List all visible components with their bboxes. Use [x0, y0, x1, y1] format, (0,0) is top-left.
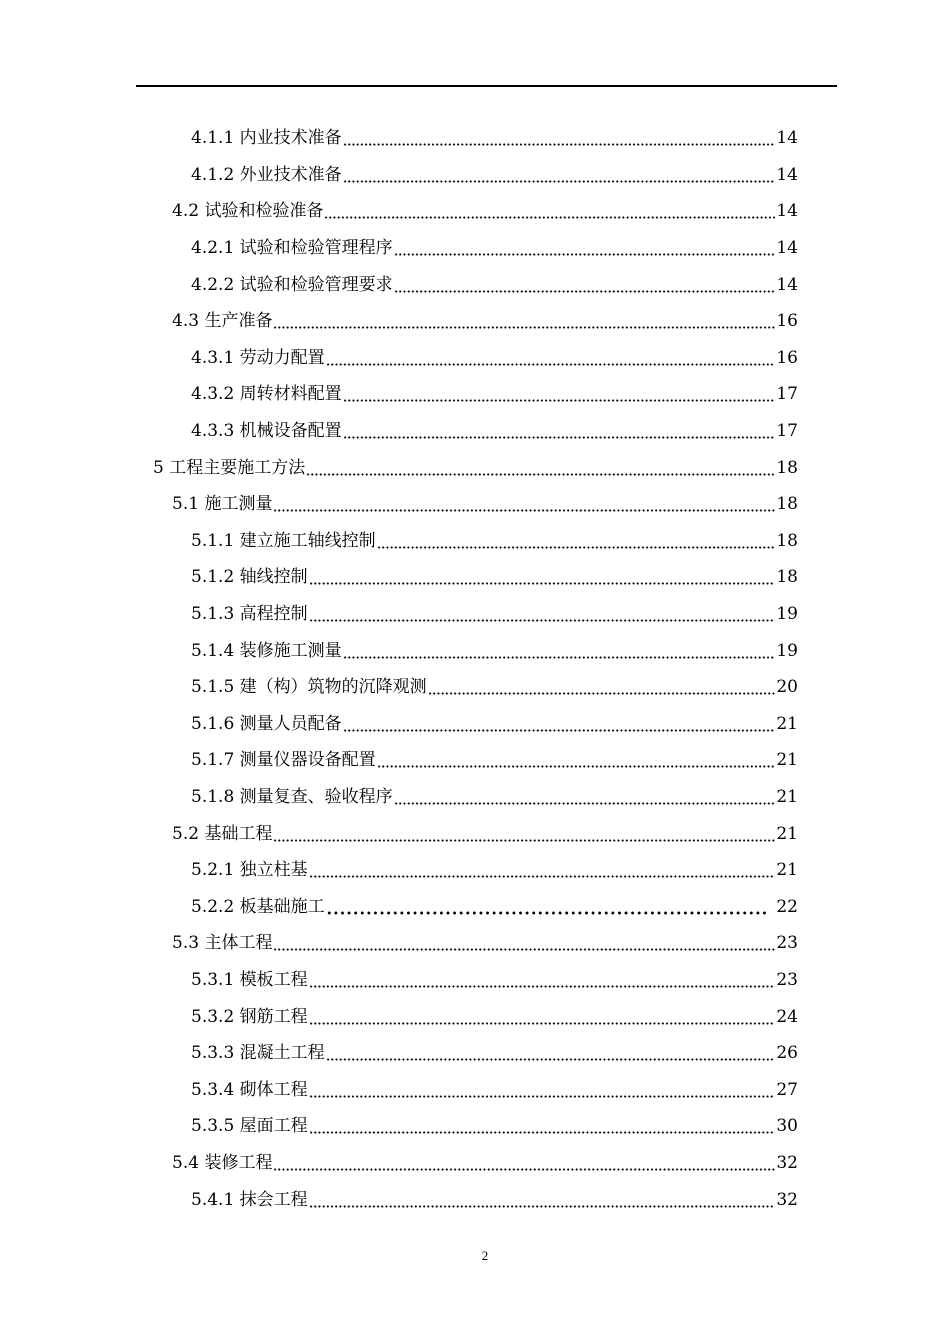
- toc-dot-leader: [273, 311, 775, 331]
- toc-entry-label: 5.1 施工测量: [172, 494, 273, 515]
- toc-entry-page-number: 19: [776, 640, 798, 661]
- toc-entry[interactable]: [0, 962, 950, 999]
- toc-entry-label: 5.4 装修工程: [172, 1152, 273, 1173]
- toc-entry[interactable]: [0, 230, 950, 267]
- toc-dot-leader: [343, 384, 775, 404]
- toc-entry[interactable]: [0, 193, 950, 230]
- toc-dot-leader: [343, 714, 775, 734]
- toc-entry-page-number: 14: [776, 201, 798, 222]
- toc-entry-page-number: 21: [776, 860, 798, 881]
- toc-entry-label: 4.3 生产准备: [172, 311, 273, 332]
- toc-entry-label: 5.1.1 建立施工轴线控制: [191, 530, 376, 551]
- toc-entry-page-number: 14: [776, 128, 798, 149]
- toc-dot-leader: [377, 750, 775, 770]
- toc-entry-label: 5.1.6 测量人员配备: [191, 713, 342, 734]
- toc-dot-leader: [394, 787, 775, 807]
- toc-dot-leader: [324, 201, 775, 221]
- toc-entry-page-number: 21: [776, 750, 798, 771]
- toc-entry-label: 5.3.2 钢筋工程: [191, 1006, 308, 1027]
- toc-entry-page-number: 18: [776, 494, 798, 515]
- toc-entry-page-number: 21: [776, 823, 798, 844]
- toc-entry-label: 5.1.8 测量复查、验收程序: [191, 786, 393, 807]
- toc-entry[interactable]: [0, 779, 950, 816]
- toc-entry-page-number: 17: [776, 421, 798, 442]
- toc-entry[interactable]: [0, 632, 950, 669]
- header-rule: [136, 85, 837, 87]
- toc-entry-label: 4.2.1 试验和检验管理程序: [191, 238, 393, 259]
- toc-entry-page-number: 18: [776, 567, 798, 588]
- toc-dot-leader: [343, 128, 775, 148]
- toc-dot-leader: [309, 970, 775, 990]
- toc-dot-leader: [309, 1116, 775, 1136]
- toc-dot-leader: [309, 1080, 775, 1100]
- toc-dot-leader: [309, 860, 775, 880]
- toc-entry-page-number: 19: [776, 604, 798, 625]
- toc-dot-leader: [273, 933, 775, 953]
- toc-entry-page-number: 16: [776, 311, 798, 332]
- toc-entry-label: 4.3.1 劳动力配置: [191, 347, 325, 368]
- toc-entry-label: 5.4.1 抹会工程: [191, 1189, 308, 1210]
- toc-entry-page-number: 26: [776, 1043, 798, 1064]
- toc-entry-label: 4.1.2 外业技术准备: [191, 164, 342, 185]
- toc-entry[interactable]: [0, 340, 950, 377]
- toc-dot-leader: [326, 348, 775, 368]
- toc-entry-label: 5.3.4 砌体工程: [191, 1079, 308, 1100]
- toc-entry-page-number: 21: [776, 786, 798, 807]
- toc-entry[interactable]: [0, 888, 950, 925]
- toc-entry-page-number: 27: [776, 1079, 798, 1100]
- toc-entry[interactable]: [0, 669, 950, 706]
- toc-entry[interactable]: [0, 523, 950, 560]
- toc-entry[interactable]: [0, 1035, 950, 1072]
- toc-entry-label: 5.1.5 建（构）筑物的沉降观测: [191, 677, 427, 698]
- toc-entry-label: 5.3 主体工程: [172, 933, 273, 954]
- toc-entry-page-number: 30: [776, 1116, 798, 1137]
- toc-entry[interactable]: [0, 120, 950, 157]
- toc-dot-leader: [343, 641, 775, 661]
- toc-dot-leader: [309, 1007, 775, 1027]
- toc-entry[interactable]: [0, 596, 950, 633]
- toc-dot-leader: [377, 531, 775, 551]
- toc-entry-label: 5 工程主要施工方法: [153, 457, 306, 478]
- toc-dot-leader: [394, 238, 775, 258]
- toc-entry-page-number: 16: [776, 347, 798, 368]
- toc-entry[interactable]: [0, 706, 950, 743]
- toc-dot-leader: [394, 275, 775, 295]
- toc-dot-leader: [273, 1153, 775, 1173]
- toc-entry-page-number: 14: [776, 164, 798, 185]
- table-of-contents: [0, 120, 950, 1218]
- toc-entry[interactable]: [0, 303, 950, 340]
- toc-entry-label: 5.2.2 板基础施工: [191, 896, 325, 917]
- toc-entry[interactable]: [0, 742, 950, 779]
- toc-entry[interactable]: [0, 1181, 950, 1218]
- toc-dot-leader: [306, 458, 775, 478]
- toc-entry-page-number: 23: [776, 933, 798, 954]
- toc-dot-leader: [273, 494, 775, 514]
- toc-entry-label: 4.1.1 内业技术准备: [191, 128, 342, 149]
- toc-dot-leader: [309, 1190, 775, 1210]
- page-number: 2: [481, 1248, 489, 1263]
- toc-entry-page-number: 14: [776, 274, 798, 295]
- toc-entry-label: 5.1.2 轴线控制: [191, 567, 308, 588]
- toc-entry-page-number: 18: [776, 457, 798, 478]
- toc-dot-leader: [309, 567, 775, 587]
- toc-dot-leader: [309, 604, 775, 624]
- toc-entry[interactable]: [0, 925, 950, 962]
- toc-entry-label: 5.1.4 装修施工测量: [191, 640, 342, 661]
- toc-entry[interactable]: [0, 486, 950, 523]
- toc-entry-label: 5.2.1 独立柱基: [191, 860, 308, 881]
- toc-entry-label: 5.3.5 屋面工程: [191, 1116, 308, 1137]
- toc-entry[interactable]: [0, 815, 950, 852]
- toc-entry[interactable]: [0, 998, 950, 1035]
- toc-entry[interactable]: [0, 1108, 950, 1145]
- toc-entry-page-number: 32: [776, 1189, 798, 1210]
- toc-dot-leader: [428, 677, 775, 697]
- toc-dot-leader: [343, 165, 775, 185]
- toc-entry-page-number: 24: [776, 1006, 798, 1027]
- toc-dot-leader: [273, 824, 775, 844]
- toc-entry[interactable]: [0, 449, 950, 486]
- toc-entry[interactable]: [0, 852, 950, 889]
- toc-dot-leader: [326, 897, 766, 917]
- toc-entry-label: 5.3.3 混凝土工程: [191, 1043, 325, 1064]
- toc-entry[interactable]: [0, 376, 950, 413]
- toc-entry-label: 4.2 试验和检验准备: [172, 201, 324, 222]
- toc-entry-page-number: 23: [776, 969, 798, 990]
- toc-dot-leader: [326, 1043, 775, 1063]
- toc-entry-label: 5.2 基础工程: [172, 823, 273, 844]
- toc-entry-label: 4.2.2 试验和检验管理要求: [191, 274, 393, 295]
- toc-entry[interactable]: [0, 559, 950, 596]
- toc-entry-page-number: 21: [776, 713, 798, 734]
- toc-entry[interactable]: [0, 1145, 950, 1182]
- toc-entry[interactable]: [0, 1071, 950, 1108]
- toc-dot-leader: [343, 421, 775, 441]
- toc-entry-page-number: 20: [776, 677, 798, 698]
- toc-entry-page-number: 18: [776, 530, 798, 551]
- toc-entry[interactable]: [0, 266, 950, 303]
- toc-entry[interactable]: [0, 157, 950, 194]
- toc-entry-label: 4.3.2 周转材料配置: [191, 384, 342, 405]
- toc-entry-label: 5.1.7 测量仪器设备配置: [191, 750, 376, 771]
- toc-entry-page-number: 32: [776, 1152, 798, 1173]
- toc-entry-label: 4.3.3 机械设备配置: [191, 421, 342, 442]
- toc-entry-page-number: 22: [776, 896, 798, 917]
- toc-entry[interactable]: [0, 413, 950, 450]
- toc-entry-label: 5.1.3 高程控制: [191, 604, 308, 625]
- toc-entry-page-number: 17: [776, 384, 798, 405]
- toc-entry-label: 5.3.1 模板工程: [191, 969, 308, 990]
- toc-entry-page-number: 14: [776, 238, 798, 259]
